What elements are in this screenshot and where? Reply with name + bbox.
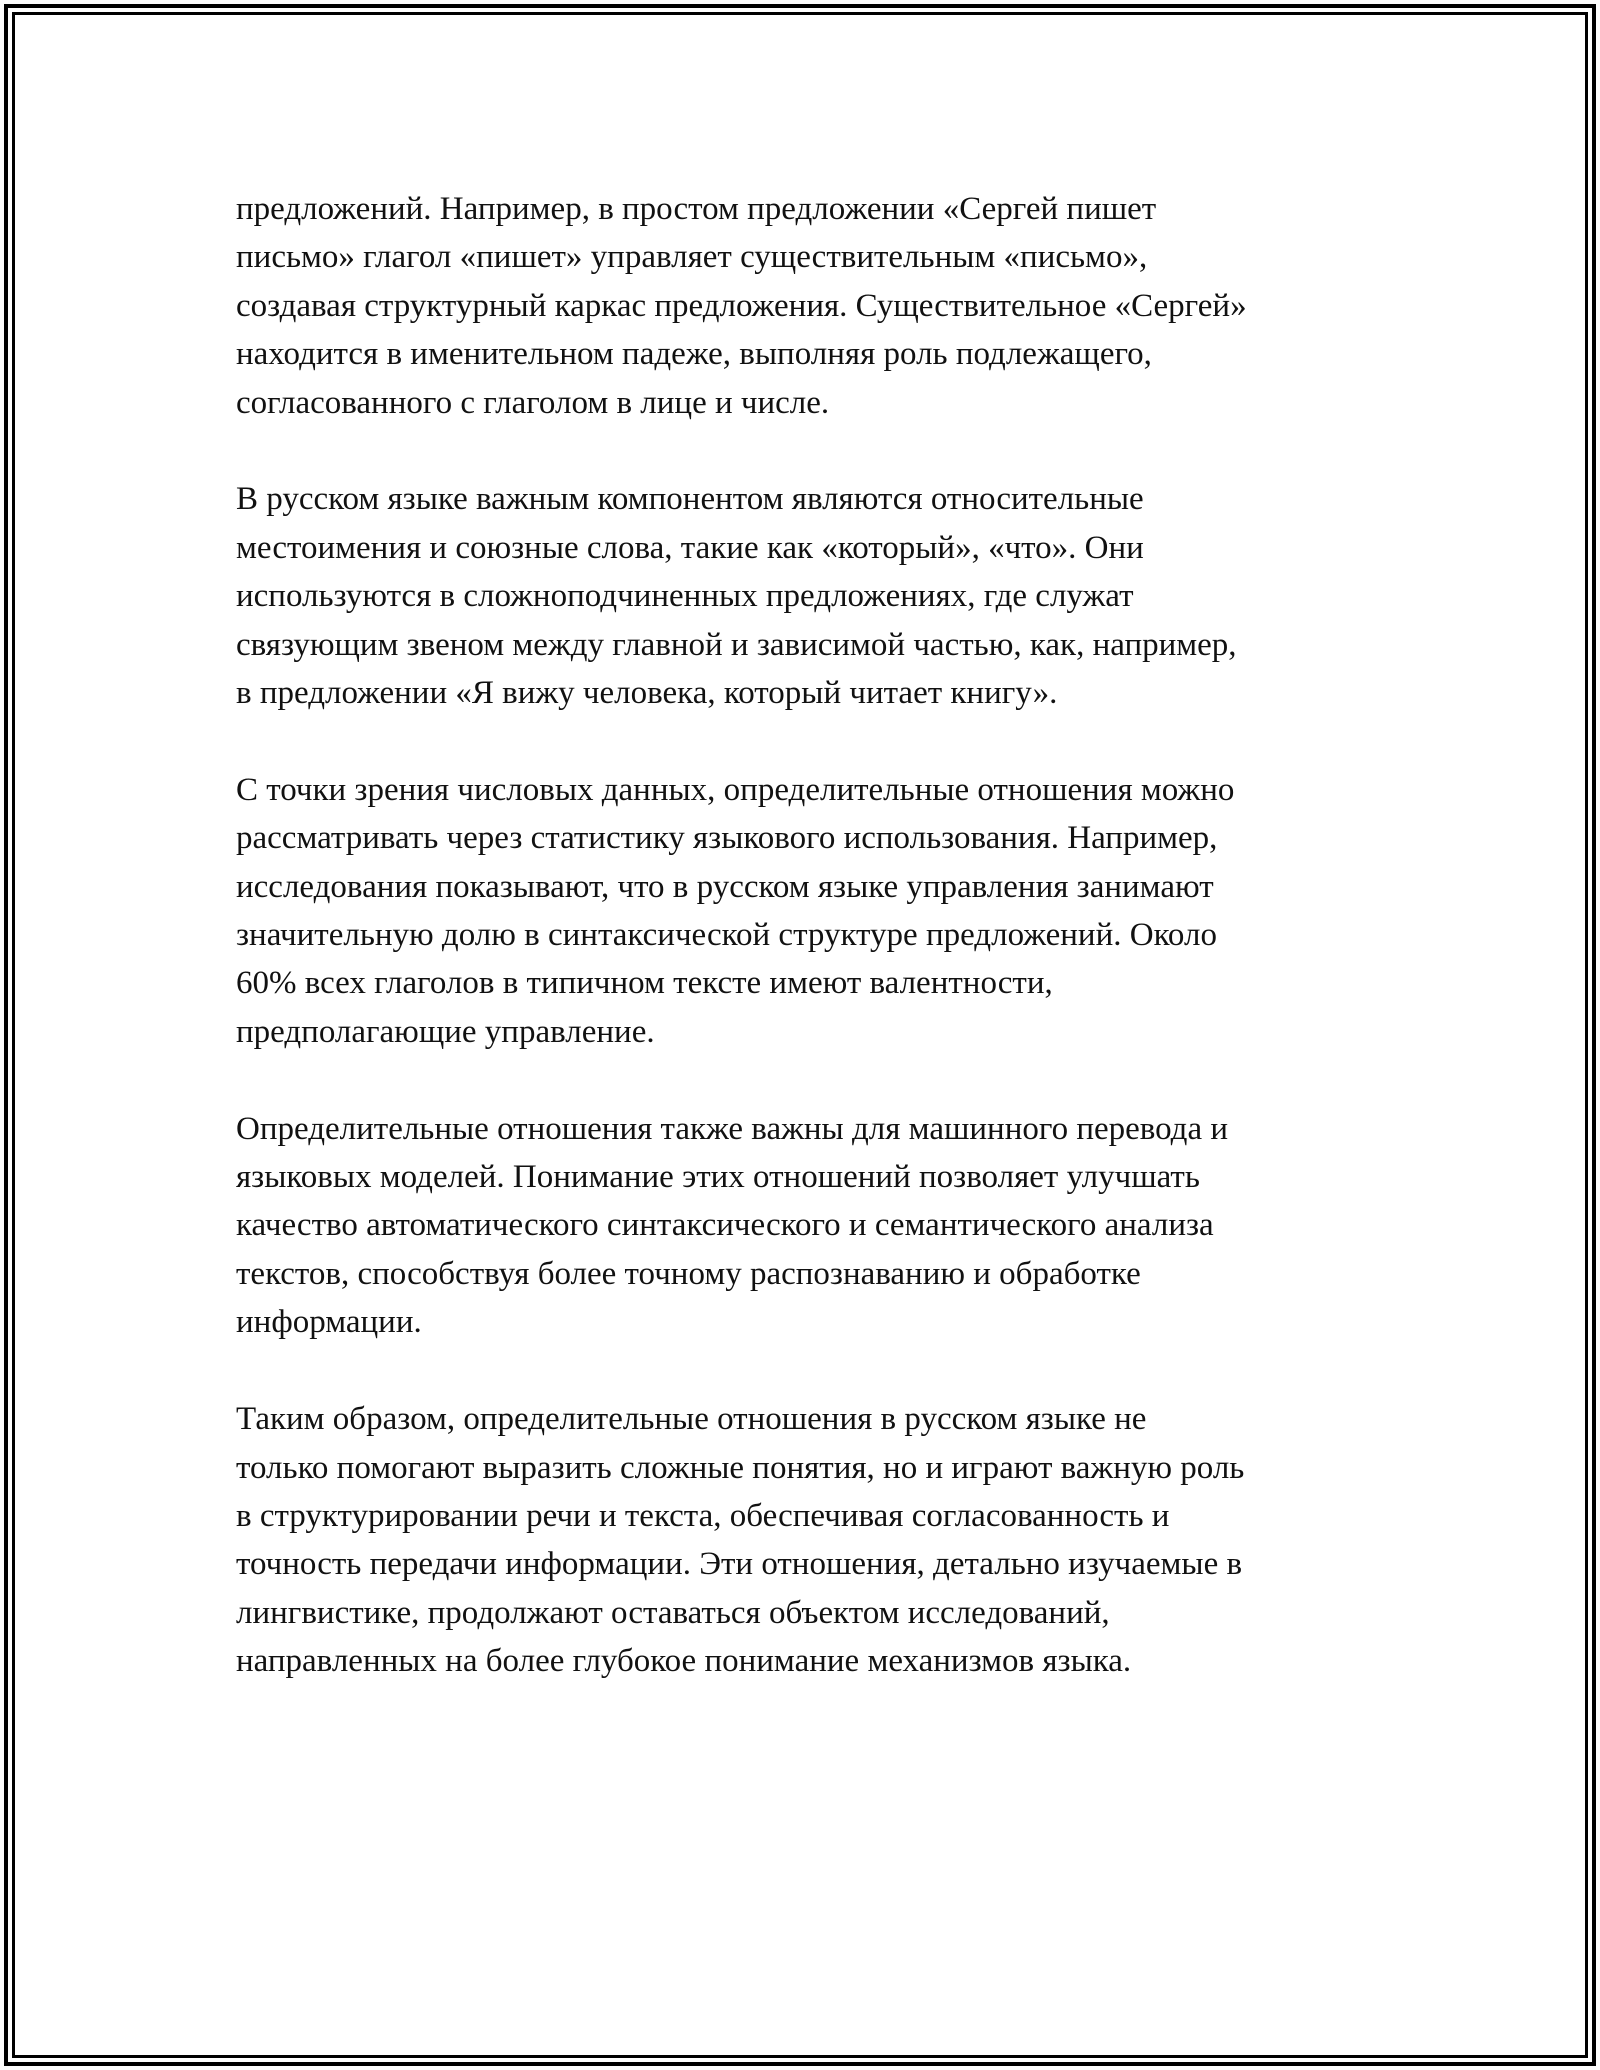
text-line: создавая структурный каркас предложения. Существительное «Сергей»: [236, 287, 1247, 324]
text-line: согласованного с глаголом в лице и числе.: [236, 384, 830, 421]
text-line: информации.: [236, 1304, 422, 1341]
text-line: Таким образом, определительные отношения в русском языке не: [236, 1401, 1147, 1438]
document-body: [236, 185, 1376, 1734]
text-line: исследования показывают, что в русском языке управления занимают: [236, 868, 1214, 905]
text-line: используются в сложноподчиненных предложениях, где служат: [236, 578, 1134, 615]
text-line: письмо» глагол «пишет» управляет существительным «письмо»,: [236, 239, 1148, 276]
text-line: В русском языке важным компонентом являются относительные: [236, 481, 1144, 518]
paragraph-2: [236, 475, 1376, 717]
paragraph-3: [236, 766, 1376, 1056]
text-line: только помогают выразить сложные понятия, но и играют важную роль: [236, 1449, 1245, 1486]
text-line: рассматривать через статистику языкового использования. Например,: [236, 820, 1218, 857]
text-line: текстов, способствуя более точному распознаванию и обработке: [236, 1255, 1141, 1292]
text-line: С точки зрения числовых данных, определительные отношения можно: [236, 771, 1235, 808]
text-line: значительную долю в синтаксической структуре предложений. Около: [236, 917, 1217, 954]
paragraph-4: [236, 1105, 1376, 1347]
text-line: в структурировании речи и текста, обеспечивая согласованность и: [236, 1497, 1170, 1534]
text-line: лингвистике, продолжают оставаться объектом исследований,: [236, 1594, 1110, 1631]
text-line: языковых моделей. Понимание этих отношений позволяет улучшать: [236, 1159, 1200, 1196]
text-line: качество автоматического синтаксического и семантического анализа: [236, 1207, 1214, 1244]
text-line: в предложении «Я вижу человека, который читает книгу».: [236, 675, 1058, 712]
text-line: Определительные отношения также важны для машинного перевода и: [236, 1110, 1229, 1147]
text-line: находится в именительном падеже, выполняя роль подлежащего,: [236, 336, 1152, 373]
text-line: предложений. Например, в простом предложении «Сергей пишет: [236, 191, 1157, 227]
text-line: 60% всех глаголов в типичном тексте имеют валентности,: [236, 965, 1053, 1002]
text-line: связующим звеном между главной и зависимой частью, как, например,: [236, 626, 1237, 663]
text-line: местоимения и союзные слова, такие как «который», «что». Они: [236, 529, 1144, 566]
paragraph-1: [236, 185, 1376, 427]
text-line: предполагающие управление.: [236, 1013, 655, 1050]
text-line: направленных на более глубокое понимание механизмов языка.: [236, 1643, 1132, 1680]
paragraph-5: [236, 1395, 1376, 1685]
text-line: точность передачи информации. Эти отношения, детально изучаемые в: [236, 1546, 1243, 1583]
